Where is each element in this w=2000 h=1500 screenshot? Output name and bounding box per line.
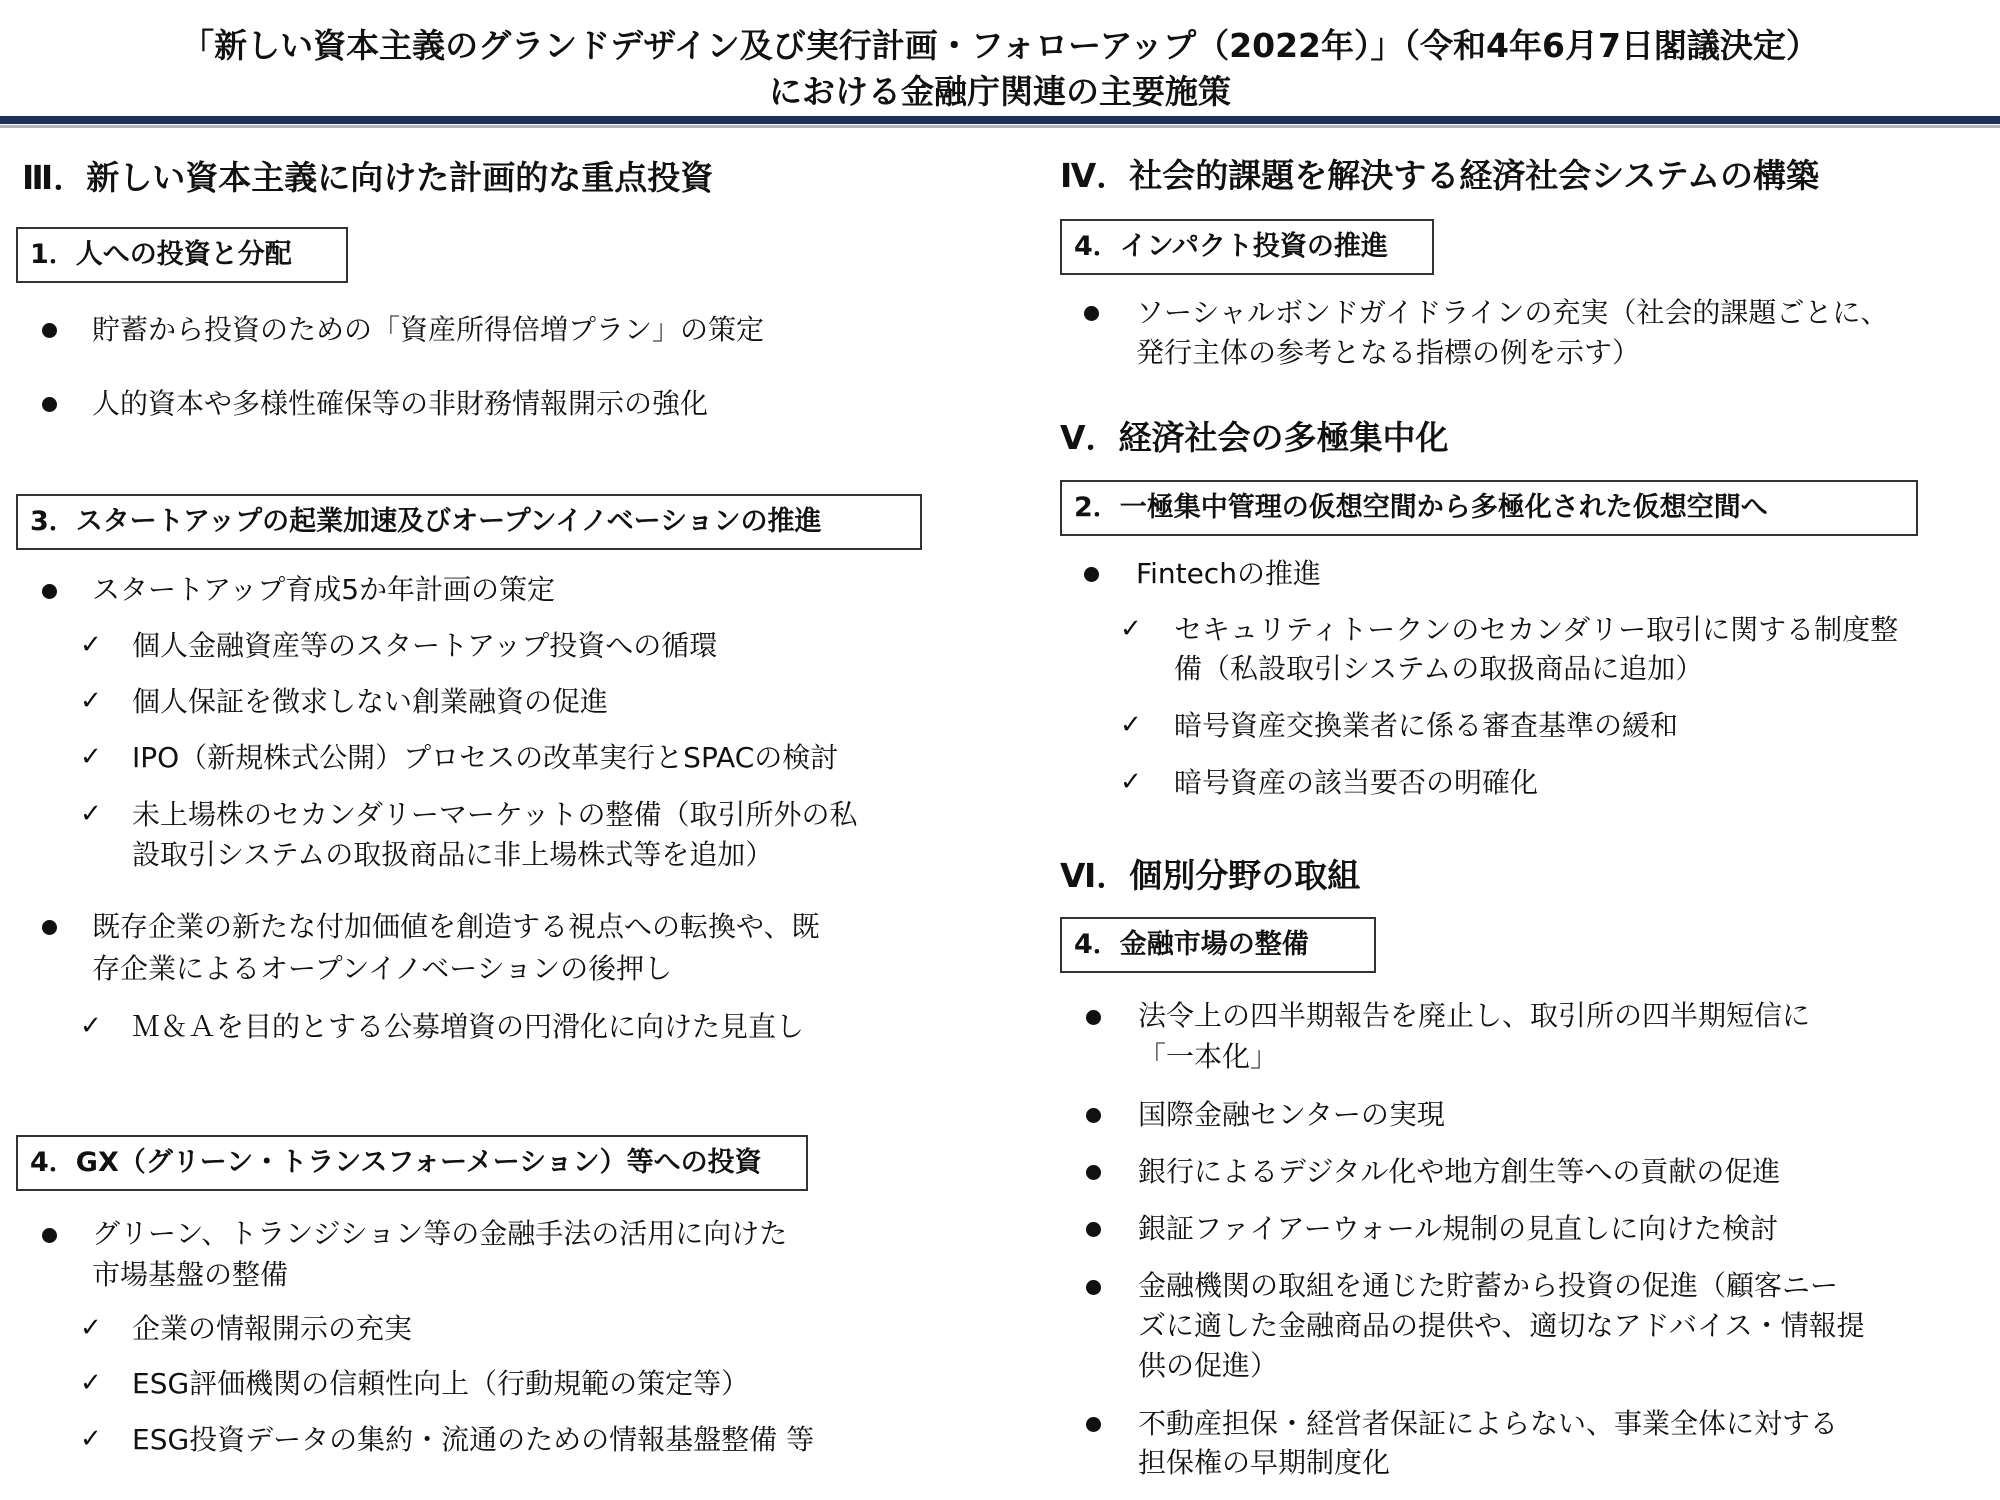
bullet-icon <box>42 397 52 407</box>
list-item-continued: 存企業によるオープンイノベーションの後押し <box>92 952 673 985</box>
list-item-continued: 「一本化」 <box>1138 1040 1279 1073</box>
list-item: グリーン、トランジション等の金融手法の活用に向けた <box>92 1217 788 1250</box>
bullet-icon <box>1086 1417 1096 1427</box>
bullet-icon <box>42 323 52 333</box>
section-heading-v: Ⅴ．経済社会の多極集中化 <box>1060 418 1449 457</box>
section-heading-iv: Ⅳ．社会的課題を解決する経済社会システムの構築 <box>1060 156 1819 195</box>
check-icon: ✓ <box>1120 710 1142 740</box>
check-icon: ✓ <box>1120 767 1142 797</box>
section-heading-vi: Ⅵ．個別分野の取組 <box>1060 856 1361 895</box>
subsection-box-1: 1．人への投資と分配 <box>16 227 348 283</box>
subsection-box-3: 3．スタートアップの起業加速及びオープンイノベーションの推進 <box>16 494 922 550</box>
check-icon: ✓ <box>80 799 102 829</box>
list-item: 金融機関の取組を通じた貯蓄から投資の促進（顧客ニー <box>1138 1269 1839 1302</box>
check-icon: ✓ <box>80 1011 102 1041</box>
list-item-continued: ズに適した金融商品の提供や、適切なアドバイス・情報提 <box>1138 1309 1865 1342</box>
list-item: スタートアップ育成5か年計画の策定 <box>92 573 556 606</box>
subsection-box-market: 4．金融市場の整備 <box>1060 917 1376 973</box>
bullet-icon <box>1086 1280 1096 1290</box>
check-icon: ✓ <box>80 1424 102 1454</box>
page-title-line2: における金融庁関連の主要施策 <box>769 72 1231 111</box>
subsection-box-impact: 4．インパクト投資の推進 <box>1060 219 1434 275</box>
check-icon: ✓ <box>80 630 102 660</box>
page-title-line1: 「新しい資本主義のグランドデザイン及び実行計画・フォローアップ（2022年）」（令和4年6月7日閣議決定） <box>181 26 1819 65</box>
subsection-box-multipolar: 2．一極集中管理の仮想空間から多極化された仮想空間へ <box>1060 480 1918 536</box>
bullet-icon <box>1084 567 1094 577</box>
check-icon: ✓ <box>80 1313 102 1343</box>
list-item: 銀行によるデジタル化や地方創生等への貢献の促進 <box>1138 1155 1781 1188</box>
list-item: 不動産担保・経営者保証によらない、事業全体に対する <box>1138 1407 1839 1440</box>
check-item-continued: 設取引システムの取扱商品に非上場株式等を追加） <box>132 838 774 871</box>
bullet-icon <box>42 584 52 594</box>
list-item: 国際金融センターの実現 <box>1138 1098 1445 1131</box>
list-item-continued: 供の促進） <box>1138 1349 1279 1382</box>
list-item-continued: 市場基盤の整備 <box>92 1258 289 1291</box>
subsection-box-4: 4．GX（グリーン・トランスフォーメーション）等への投資 <box>16 1135 808 1191</box>
bullet-icon <box>1086 1165 1096 1175</box>
check-item: 個人保証を徴求しない創業融資の促進 <box>132 685 609 718</box>
list-item-continued: 発行主体の参考となる指標の例を示す） <box>1136 336 1641 369</box>
check-item: ESG評価機関の信頼性向上（行動規範の策定等） <box>132 1367 750 1400</box>
check-item: 暗号資産の該当要否の明確化 <box>1174 766 1539 799</box>
header-rule <box>0 116 2000 124</box>
list-item: 既存企業の新たな付加価値を創造する視点への転換や、既 <box>92 910 820 943</box>
list-item: 貯蓄から投資のための「資産所得倍増プラン」の策定 <box>92 313 765 346</box>
list-item: 人的資本や多様性確保等の非財務情報開示の強化 <box>92 387 709 420</box>
check-item: セキュリティトークンのセカンダリー取引に関する制度整 <box>1174 613 1899 646</box>
check-icon: ✓ <box>80 742 102 772</box>
list-item: 銀証ファイアーウォール規制の見直しに向けた検討 <box>1138 1212 1779 1245</box>
check-icon: ✓ <box>1120 614 1142 644</box>
list-item: Fintechの推進 <box>1136 557 1321 590</box>
check-icon: ✓ <box>80 1368 102 1398</box>
bullet-icon <box>1086 1108 1096 1118</box>
check-item: 暗号資産交換業者に係る審査基準の緩和 <box>1174 709 1679 742</box>
check-item: IPO（新規株式公開）プロセスの改革実行とSPACの検討 <box>132 741 839 774</box>
check-item: ESG投資データの集約・流通のための情報基盤整備 等 <box>132 1423 815 1456</box>
bullet-icon <box>1086 1222 1096 1232</box>
check-item: Ｍ＆Ａを目的とする公募増資の円滑化に向けた見直し <box>132 1010 805 1043</box>
section-heading-iii: Ⅲ．新しい資本主義に向けた計画的な重点投資 <box>22 158 714 197</box>
bullet-icon <box>42 920 52 930</box>
check-item: 企業の情報開示の充実 <box>132 1312 413 1345</box>
check-item: 個人金融資産等のスタートアップ投資への循環 <box>132 629 718 662</box>
header-rule-shadow <box>0 125 2000 128</box>
check-item: 未上場株のセカンダリーマーケットの整備（取引所外の私 <box>132 798 858 831</box>
bullet-icon <box>1084 306 1094 316</box>
list-item: 法令上の四半期報告を廃止し、取引所の四半期短信に <box>1138 999 1811 1032</box>
list-item: ソーシャルボンドガイドラインの充実（社会的課題ごとに、 <box>1136 296 1889 329</box>
check-icon: ✓ <box>80 686 102 716</box>
list-item-continued: 担保権の早期制度化 <box>1138 1446 1391 1479</box>
check-item-continued: 備（私設取引システムの取扱商品に追加） <box>1174 652 1704 685</box>
bullet-icon <box>42 1228 52 1238</box>
bullet-icon <box>1086 1010 1096 1020</box>
